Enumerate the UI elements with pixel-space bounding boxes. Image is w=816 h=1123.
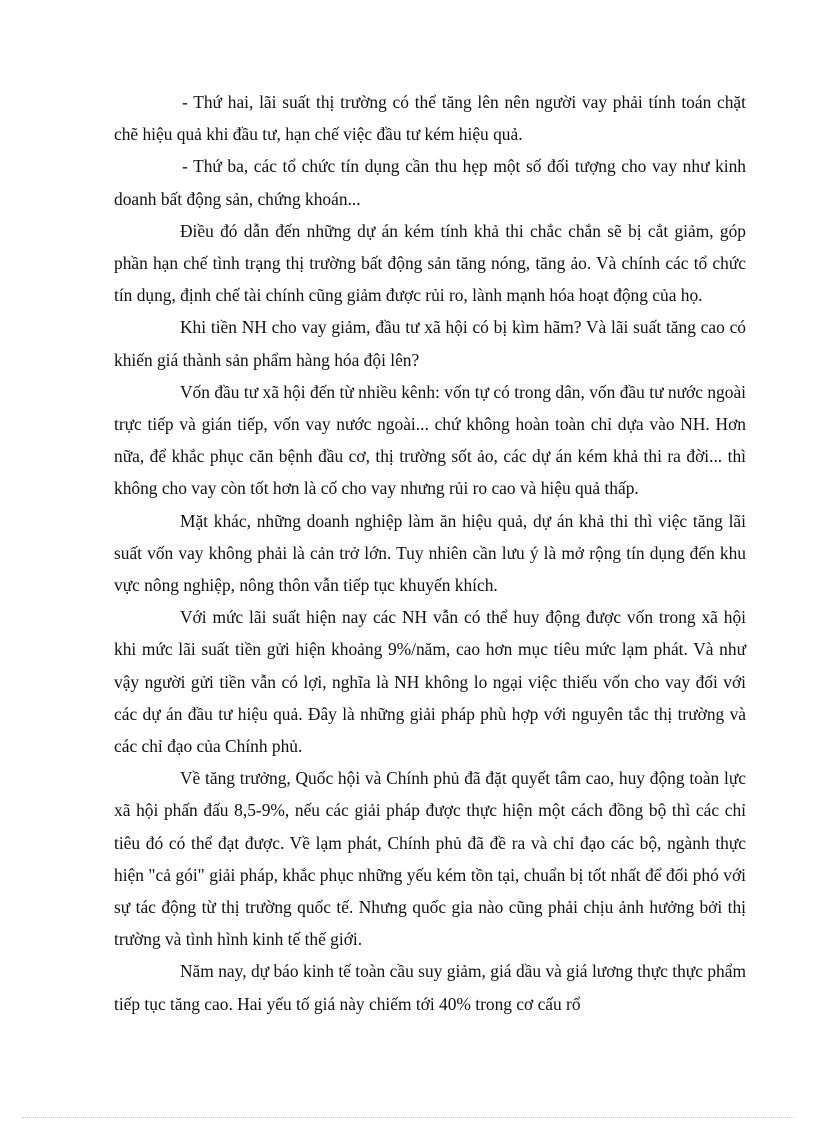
- paragraph-question: Khi tiền NH cho vay giảm, đầu tư xã hội có bị kìm hãm? Và lãi suất tăng cao có khiến giá thành sản phẩm hàng hóa đội lên?: [114, 317, 746, 370]
- paragraph-third-point: - Thứ ba, các tổ chức tín dụng cần thu hẹp một số đối tượng cho vay như kinh doanh bất động sản, chứng khoán...: [114, 156, 746, 209]
- document-body: [114, 86, 746, 1020]
- page-bottom-divider: [22, 1117, 794, 1118]
- paragraph-forecast: Năm nay, dự báo kinh tế toàn cầu suy giảm, giá dầu và giá lương thực thực phẩm tiếp tục tăng cao. Hai yếu tố giá này chiếm tới 40% trong cơ cấu rổ: [114, 961, 746, 1014]
- paragraph-interest-rate: Với mức lãi suất hiện nay các NH vẫn có thể huy động được vốn trong xã hội khi mức lãi suất tiền gửi hiện khoảng 9%/năm, cao hơn mục tiêu mức lạm phát. Và như vậy người gửi tiền vẫn có lợi, nghĩa là NH không lo ngại việc thiếu vốn cho vay đối với các dự án đầu tư hiệu quả. Đây là những giải pháp phù hợp với nguyên tắc thị trường và các chỉ đạo của Chính phủ.: [114, 607, 746, 757]
- paragraph-businesses: Mặt khác, những doanh nghiệp làm ăn hiệu quả, dự án khả thi thì việc tăng lãi suất vốn vay không phải là cản trở lớn. Tuy nhiên cần lưu ý là mở rộng tín dụng đến khu vực nông nghiệp, nông thôn vẫn tiếp tục khuyến khích.: [114, 510, 746, 596]
- paragraph-consequence: Điều đó dẫn đến những dự án kém tính khả thi chắc chắn sẽ bị cắt giảm, góp phần hạn chế tình trạng thị trường bất động sản tăng nóng, tăng ảo. Và chính các tổ chức tín dụng, định chế tài chính cũng giảm được rủi ro, lành mạnh hóa hoạt động của họ.: [114, 220, 746, 306]
- paragraph-investment-sources: Vốn đầu tư xã hội đến từ nhiều kênh: vốn tự có trong dân, vốn đầu tư nước ngoài trực tiếp và gián tiếp, vốn vay nước ngoài... chứ không hoàn toàn chỉ dựa vào NH. Hơn nữa, để khắc phục căn bệnh đầu cơ, thị trường sốt ảo, các dự án kém khả thi ra đời... thì không cho vay còn tốt hơn là cố cho vay nhưng rủi ro cao và hiệu quả thấp.: [114, 381, 746, 499]
- paragraph-second-point: - Thứ hai, lãi suất thị trường có thể tăng lên nên người vay phải tính toán chặt chẽ hiệu quả khi đầu tư, hạn chế việc đầu tư kém hiệu quả.: [114, 92, 746, 145]
- paragraph-growth: Về tăng trưởng, Quốc hội và Chính phủ đã đặt quyết tâm cao, huy động toàn lực xã hội phấn đấu 8,5-9%, nếu các giải pháp được thực hiện một cách đồng bộ thì các chỉ tiêu đó có thể đạt được. Về lạm phát, Chính phủ đã đề ra và chỉ đạo các bộ, ngành thực hiện "cả gói" giải pháp, khắc phục những yếu kém tồn tại, chuẩn bị tốt nhất để đối phó với sự tác động từ thị trường quốc tế. Nhưng quốc gia nào cũng phải chịu ảnh hưởng bởi thị trường và tình hình kinh tế thế giới.: [114, 768, 746, 950]
